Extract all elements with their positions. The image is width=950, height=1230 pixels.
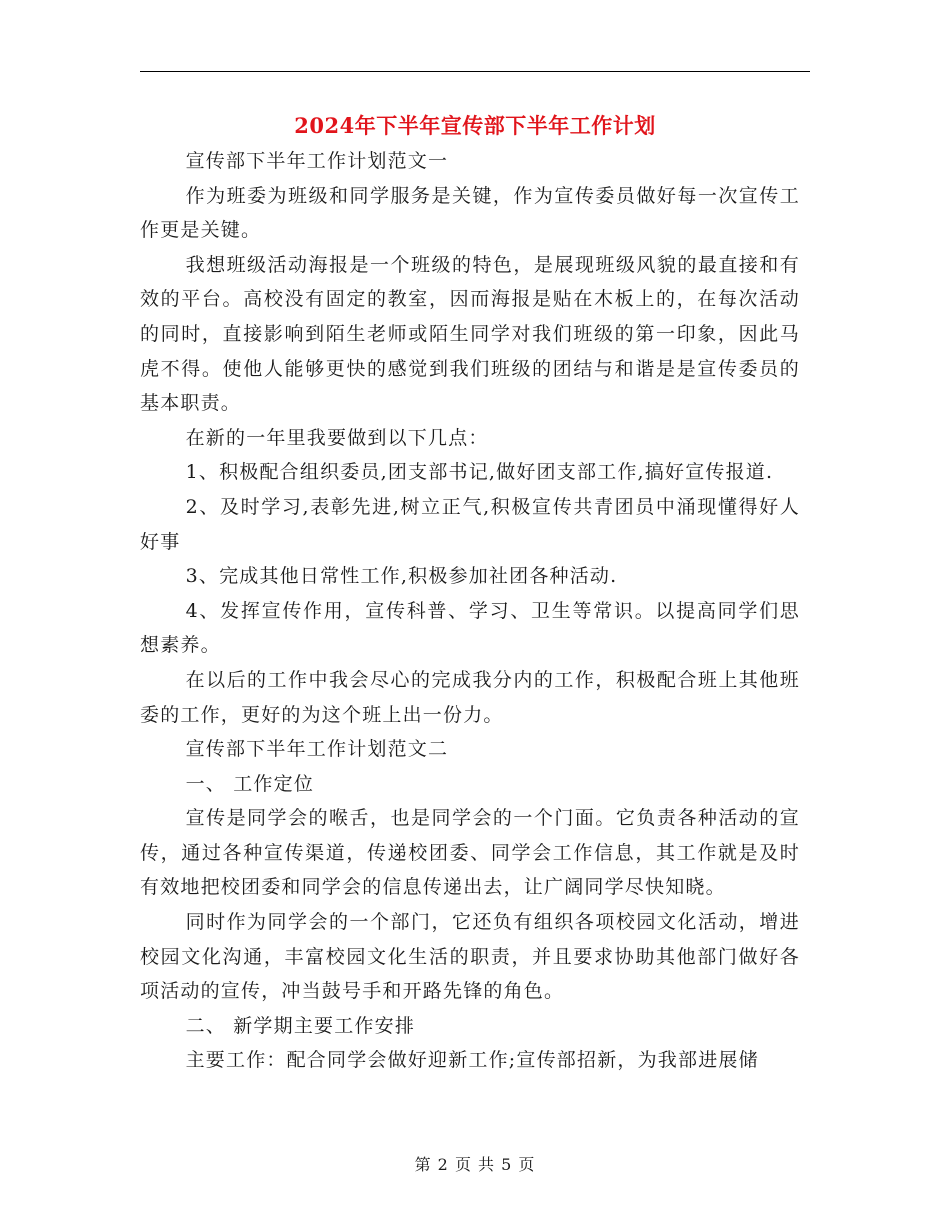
subheading: 一、 工作定位 (185, 772, 315, 795)
paragraph: 宣传是同学会的喉舌，也是同学会的一个门面。它负责各种活动的宣传，通过各种宣传渠道，传递校团委、同学会工作信息，其工作就是及时有效地把校团委和同学会的信息传递出去，让广阔同学尽快知晓。 (140, 807, 800, 899)
list-item: 3、完成其他日常性工作,积极参加社团各种活动. (185, 565, 618, 588)
paragraph: 我想班级活动海报是一个班级的特色，是展现班级风貌的最直接和有效的平台。高校没有固定的教室，因而海报是贴在木板上的，在每次活动的同时，直接影响到陌生老师或陌生同学对我们班级的第一印象，因此马虎不得。使他人能够更快的感觉到我们班级的团结与和谐是是宣传委员的基本职责。 (140, 253, 800, 415)
section-heading-one: 宣传部下半年工作计划范文一 (185, 150, 449, 172)
paragraph: 在新的一年里我要做到以下几点： (185, 426, 489, 449)
section-heading-two: 宣传部下半年工作计划范文二 (185, 738, 449, 761)
list-item: 1、积极配合组织委员,团支部书记,做好团支部工作,搞好宣传报道. (185, 461, 774, 484)
paragraph: 作为班委为班级和同学服务是关键，作为宣传委员做好每一次宣传工作更是关键。 (140, 184, 800, 242)
list-item: 4、发挥宣传作用，宣传科普、学习、卫生等常识。以提高同学们思想素养。 (140, 599, 800, 657)
paragraph: 同时作为同学会的一个部门，它还负有组织各项校园文化活动，增进校园文化沟通，丰富校园文化生活的职责，并且要求协助其他部门做好各项活动的宣传，冲当鼓号手和开路先锋的角色。 (140, 911, 800, 1003)
document-title: 2024年下半年宣传部下半年工作计划 (294, 113, 656, 138)
list-item: 2、及时学习,表彰先进,树立正气,积极宣传共青团员中涌现懂得好人好事 (140, 495, 800, 553)
paragraph: 主要工作：配合同学会做好迎新工作;宣传部招新，为我部进展储 (185, 1049, 759, 1072)
subheading: 二、 新学期主要工作安排 (185, 1014, 416, 1037)
header-rule (140, 71, 810, 72)
document-body (140, 144, 800, 1078)
page-number-footer: 第 2 页 共 5 页 (414, 1155, 536, 1174)
paragraph: 在以后的工作中我会尽心的完成我分内的工作，积极配合班上其他班委的工作，更好的为这个班上出一份力。 (140, 668, 800, 726)
